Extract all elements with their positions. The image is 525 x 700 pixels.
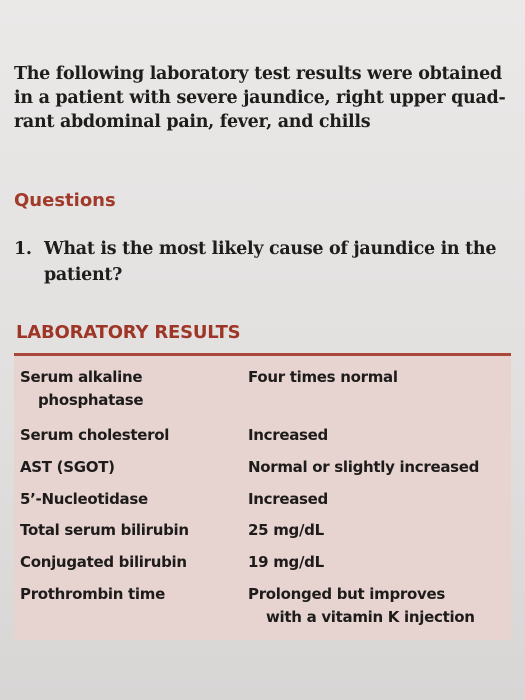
test-result: 25 mg/dL — [248, 521, 324, 539]
test-result: with a vitamin K injection — [266, 608, 475, 626]
question-number: 1. — [14, 239, 32, 259]
test-name: Prothrombin time — [20, 585, 165, 603]
test-name: Serum alkaline — [20, 368, 143, 386]
test-name: Total serum bilirubin — [20, 521, 189, 539]
case-description — [14, 62, 509, 134]
test-name: Serum cholesterol — [20, 426, 170, 444]
test-result: Normal or slightly increased — [248, 458, 480, 476]
question-text-line: What is the most likely cause of jaundice in the — [44, 239, 497, 259]
question-text-line: patient? — [44, 265, 123, 285]
laboratory-results-box — [14, 310, 511, 640]
test-result: Prolonged but improves — [248, 585, 445, 603]
test-result: Four times normal — [248, 368, 398, 386]
test-name: Conjugated bilirubin — [20, 553, 187, 571]
test-result: 19 mg/dL — [248, 553, 324, 571]
test-result: Increased — [248, 490, 328, 508]
case-description-line: The following laboratory test results were obtained — [14, 64, 502, 84]
test-name: AST (SGOT) — [20, 458, 115, 476]
test-name: phosphatase — [38, 391, 144, 409]
case-description-line: in a patient with severe jaundice, right upper quad- — [14, 88, 506, 108]
lab-results-heading: LABORATORY RESULTS — [16, 322, 241, 343]
questions-heading: Questions — [14, 190, 116, 211]
test-name: 5’-Nucleotidase — [20, 490, 148, 508]
case-description-line: rant abdominal pain, fever, and chills — [14, 112, 371, 132]
test-result: Increased — [248, 426, 328, 444]
